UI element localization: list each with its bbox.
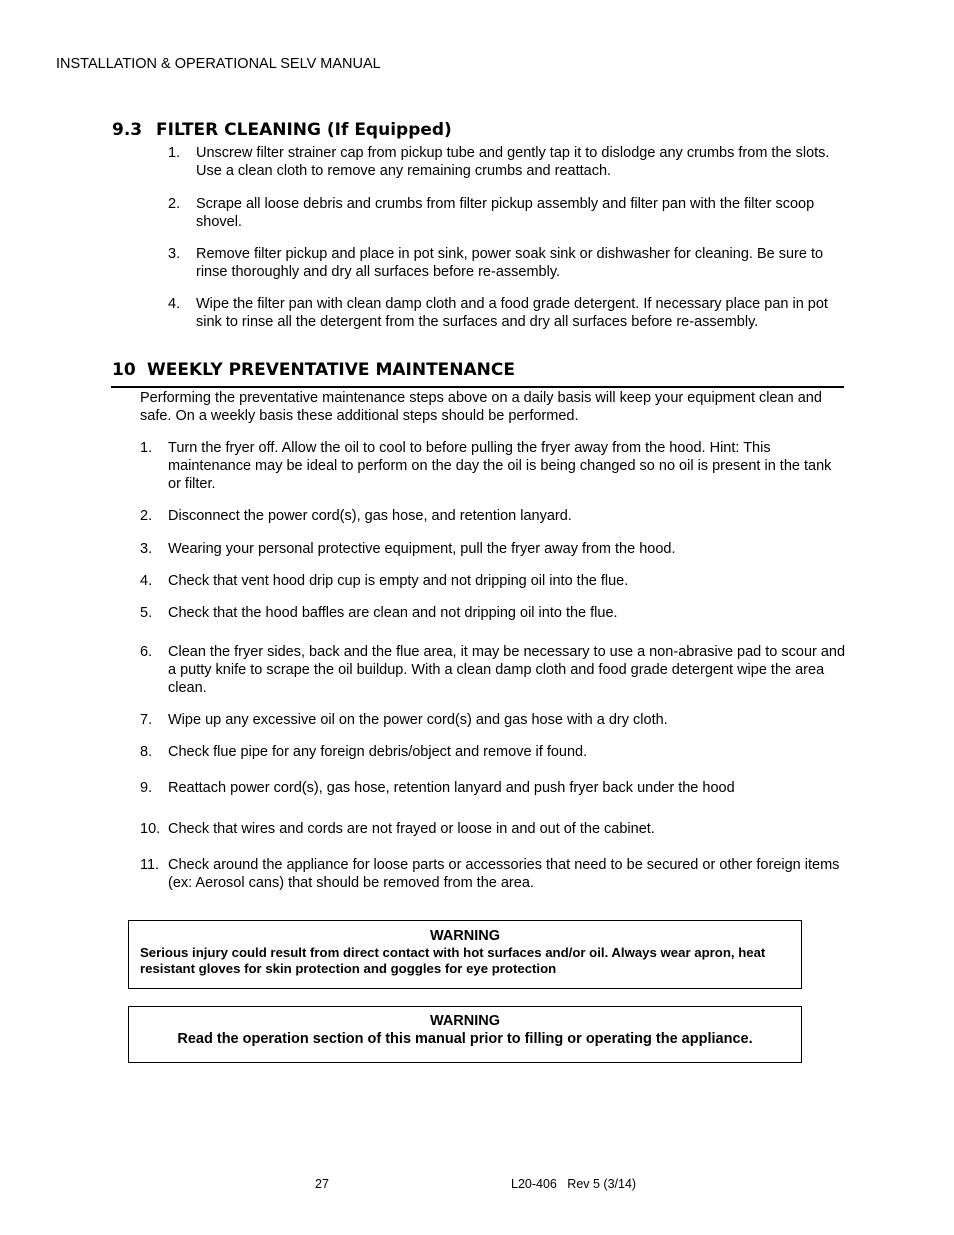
warning-title: WARNING [429,1013,501,1029]
warning-box-hot-surfaces [128,920,802,989]
section-title: FILTER CLEANING (If Equipped) [156,120,452,140]
page-number: 27 [315,1177,329,1191]
page-header: INSTALLATION & OPERATIONAL SELV MANUAL [56,56,381,72]
section-intro: Performing the preventative maintenance steps above on a daily basis will keep your equipment clean and safe. On a weekly basis these additional steps should be performed. [140,390,822,424]
warning-box-read-operation [128,1006,802,1063]
section-rule [111,386,844,388]
section-number: 9.3 [112,120,143,140]
section-10-heading [112,360,515,380]
section-number: 10 [112,360,136,380]
document-revision: L20-406 Rev 5 (3/14) [511,1177,637,1191]
section-title: WEEKLY PREVENTATIVE MAINTENANCE [147,360,515,380]
section-9-3-heading [112,120,452,140]
warning-body: Serious injury could result from direct contact with hot surfaces and/or oil. Always wear apron, heat resistant gloves for skin protection and goggles for eye protection [140,945,766,976]
warning-body: Read the operation section of this manual prior to filling or operating the appliance. [177,1031,753,1047]
warning-title: WARNING [429,928,501,944]
